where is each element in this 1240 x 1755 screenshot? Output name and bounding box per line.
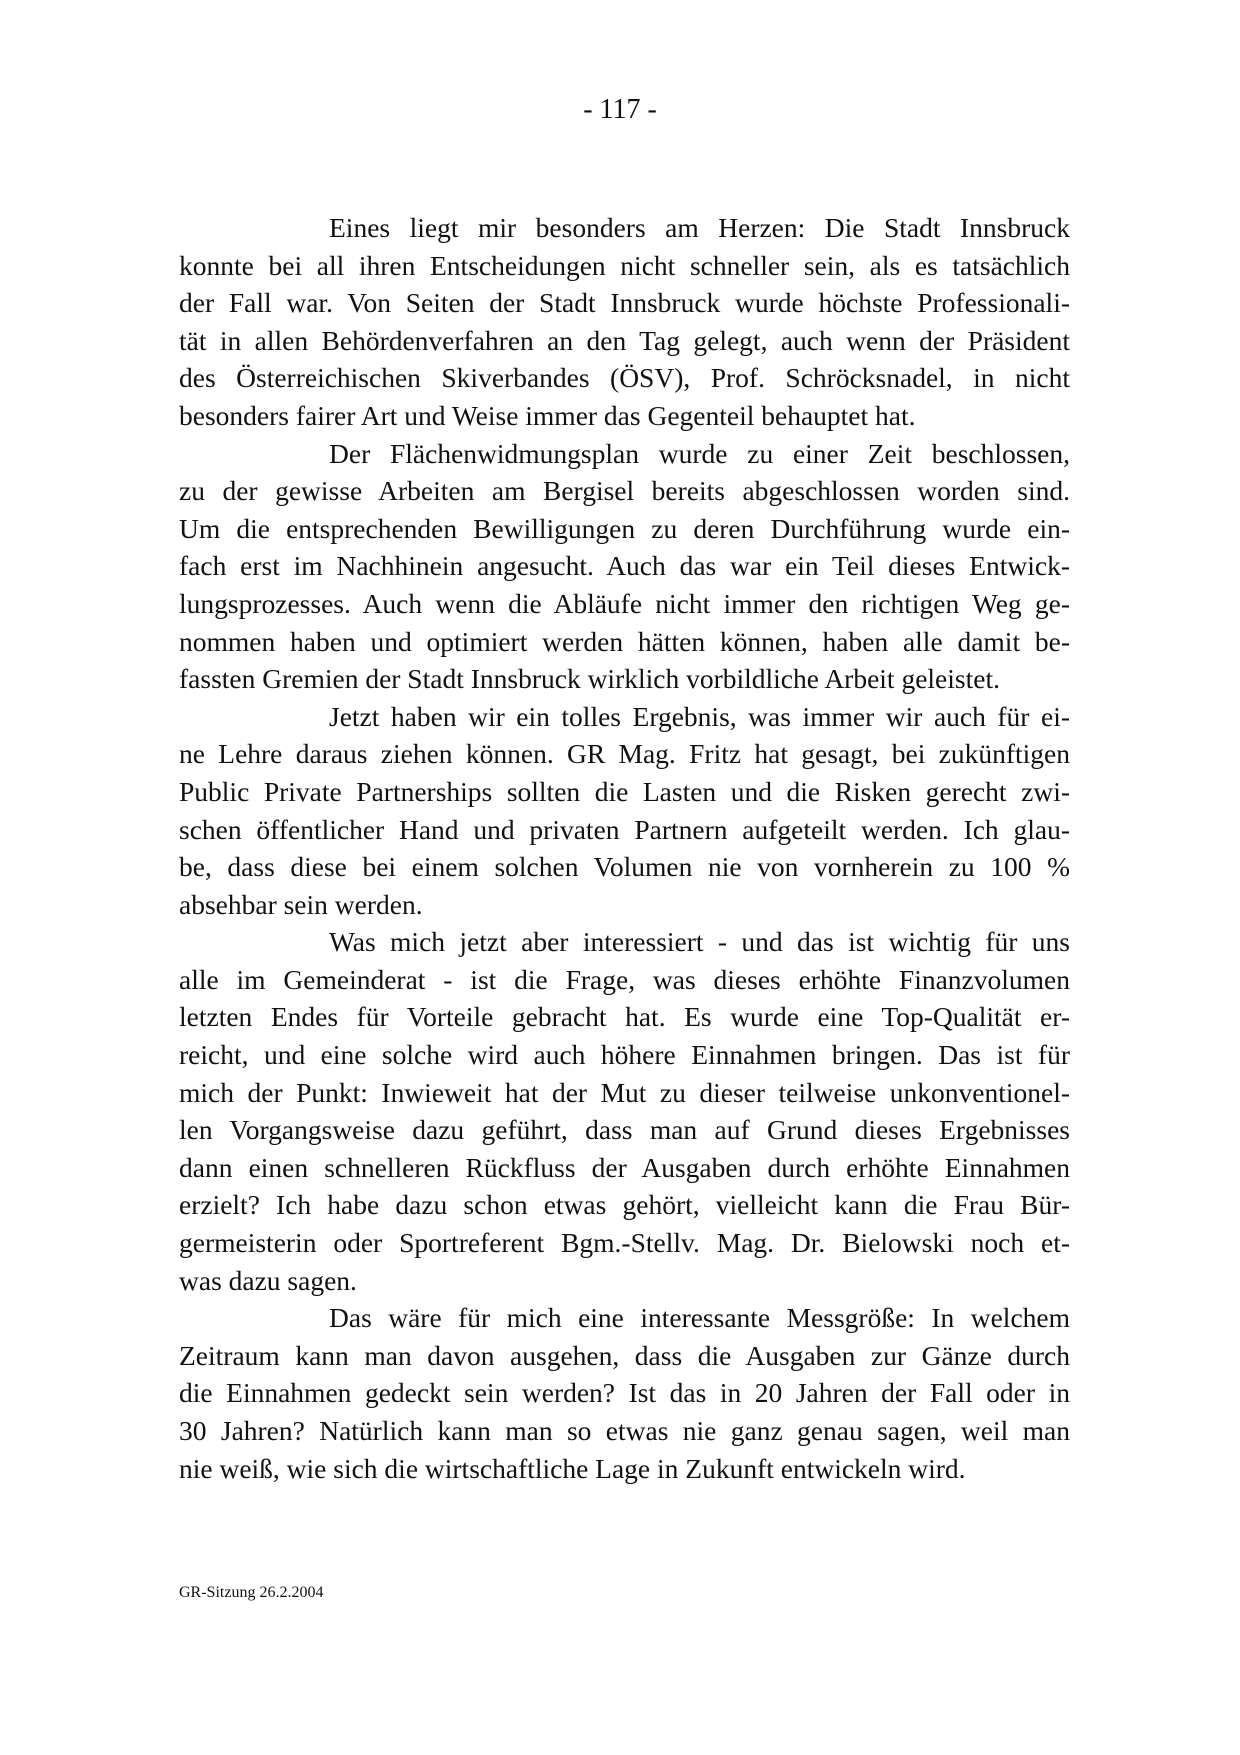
- paragraph: [179, 1299, 1070, 1487]
- text-line: schen öffentlicher Hand und privaten Partnern aufgeteilt werden. Ich glau-: [179, 813, 1070, 845]
- text-line: der Fall war. Von Seiten der Stadt Innsbruck wurde höchste Professionali-: [179, 287, 1070, 319]
- text-line: absehbar sein werden.: [179, 888, 423, 920]
- text-line: len Vorgangsweise dazu geführt, dass man auf Grund dieses Ergebnisses: [179, 1114, 1070, 1146]
- text-line: letzten Endes für Vorteile gebracht hat. Es wurde eine Top-Qualität er-: [179, 1001, 1070, 1033]
- text-line: zu der gewisse Arbeiten am Bergisel bereits abgeschlossen worden sind.: [179, 475, 1070, 507]
- paragraph: [179, 435, 1070, 698]
- page-number: - 117 -: [583, 94, 657, 125]
- text-line: alle im Gemeinderat - ist die Frage, was dieses erhöhte Finanzvolumen: [179, 963, 1070, 995]
- text-line: Jetzt haben wir ein tolles Ergebnis, was immer wir auch für ei-: [329, 700, 1070, 732]
- text-line: was dazu sagen.: [179, 1264, 357, 1296]
- text-line: reicht, und eine solche wird auch höhere Einnahmen bringen. Das ist für: [179, 1039, 1070, 1071]
- paragraph: [179, 923, 1070, 1299]
- text-line: fach erst im Nachhinein angesucht. Auch das war ein Teil dieses Entwick-: [179, 550, 1070, 582]
- footer-session-date: GR-Sitzung 26.2.2004: [179, 1584, 324, 1601]
- text-line: erzielt? Ich habe dazu schon etwas gehört, vielleicht kann die Frau Bür-: [179, 1189, 1070, 1221]
- text-line: 30 Jahren? Natürlich kann man so etwas nie ganz genau sagen, weil man: [179, 1415, 1070, 1446]
- text-line: tät in allen Behördenverfahren an den Tag gelegt, auch wenn der Präsident: [179, 324, 1070, 356]
- text-line: Zeitraum kann man davon ausgehen, dass die Ausgaben zur Gänze durch: [179, 1339, 1070, 1371]
- text-line: Das wäre für mich eine interessante Messgröße: In welchem: [329, 1302, 1070, 1334]
- body-text: [179, 209, 1070, 1487]
- text-line: Eines liegt mir besonders am Herzen: Die Stadt Innsbruck: [329, 212, 1070, 243]
- text-line: die Einnahmen gedeckt sein werden? Ist das in 20 Jahren der Fall oder in: [179, 1377, 1070, 1409]
- text-line: mich der Punkt: Inwieweit hat der Mut zu dieser teilweise unkonventionel-: [179, 1076, 1070, 1108]
- text-line: Public Private Partnerships sollten die Lasten und die Risken gerecht zwi-: [179, 775, 1070, 807]
- text-line: germeisterin oder Sportreferent Bgm.-Stellv. Mag. Dr. Bielowski noch et-: [179, 1227, 1070, 1259]
- text-line: besonders fairer Art und Weise immer das Gegenteil behauptet hat.: [179, 399, 916, 431]
- text-line: nie weiß, wie sich die wirtschaftliche Lage in Zukunft entwickeln wird.: [179, 1452, 966, 1484]
- text-line: ne Lehre daraus ziehen können. GR Mag. Fritz hat gesagt, bei zukünftigen: [179, 738, 1070, 770]
- text-line: Der Flächenwidmungsplan wurde zu einer Zeit beschlossen,: [329, 437, 1070, 469]
- text-line: konnte bei all ihren Entscheidungen nicht schneller sein, als es tatsächlich: [179, 249, 1070, 281]
- paragraph: [179, 209, 1070, 435]
- text-line: be, dass diese bei einem solchen Volumen nie von vornherein zu 100 %: [179, 851, 1070, 883]
- text-line: lungsprozesses. Auch wenn die Abläufe nicht immer den richtigen Weg ge-: [179, 587, 1070, 619]
- text-line: Um die entsprechenden Bewilligungen zu deren Durchführung wurde ein-: [179, 512, 1070, 544]
- text-line: des Österreichischen Skiverbandes (ÖSV), Prof. Schröcksnadel, in nicht: [179, 362, 1070, 394]
- paragraph: [179, 698, 1070, 924]
- text-line: Was mich jetzt aber interessiert - und das ist wichtig für uns: [329, 926, 1070, 958]
- text-line: dann einen schnelleren Rückfluss der Ausgaben durch erhöhte Einnahmen: [179, 1151, 1070, 1183]
- text-line: fassten Gremien der Stadt Innsbruck wirklich vorbildliche Arbeit geleistet.: [179, 663, 1000, 695]
- text-line: nommen haben und optimiert werden hätten können, haben alle damit be-: [179, 625, 1070, 657]
